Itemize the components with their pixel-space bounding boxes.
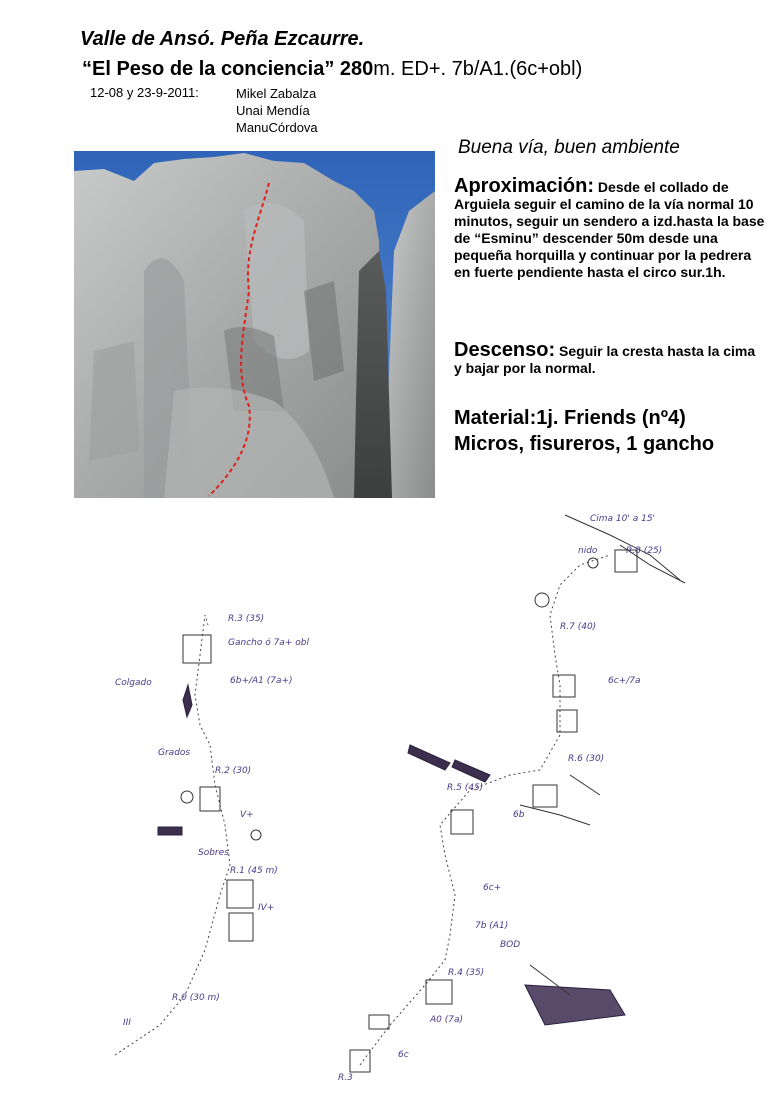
route-length: 280 (339, 58, 374, 80)
topo-grade-6c-7a: 6c+/7a (608, 676, 641, 686)
topo-grade-iii: III (123, 1018, 131, 1028)
route-title (82, 58, 582, 81)
material-line: Micros, fisureros, 1 gancho (454, 433, 715, 455)
topo-note-gancho: Gancho ó 7a+ obl (228, 638, 309, 648)
topo-label-r1: R.1 (45 m) (230, 866, 278, 876)
topo-grade-6b: 6b (513, 810, 525, 820)
topo-note-grados: Grados (158, 748, 191, 758)
topo-grade-6c-plus: 6c+ (483, 883, 502, 893)
topo-grade-v: V+ (240, 810, 254, 820)
topo-label-r8: R.8 (25) (626, 546, 663, 556)
topo-note-nido: nido (578, 546, 598, 556)
route-name: “El Peso de la conciencia” (82, 58, 335, 80)
topo-label-r0: R.0 (30 m) (172, 993, 220, 1003)
route-length-unit: m. (373, 58, 396, 80)
topo-label-r6: R.6 (30) (568, 754, 605, 764)
approach-heading: Aproximación: (454, 175, 595, 197)
topo-grade-7b: 7b (A1) (475, 921, 509, 931)
approach-text: Desde el collado de Arguiela seguir el camino de la vía normal 10 minutos, seguir un sendero a izd.hasta la base de “Esminu” descender 50m desde una pequeña horquilla y continuar por la pedrera en fuerte pendiente hasta el circo sur.1h. (454, 179, 765, 280)
approach-section (454, 175, 766, 281)
author-name: Unai Mendía (236, 103, 310, 118)
author-name: Mikel Zabalza (236, 86, 317, 101)
rock-face-photo (74, 151, 435, 498)
ascent-dates: 12-08 y 23-9-2011: (90, 85, 199, 100)
authors-list (236, 85, 318, 136)
topo-note-cima: Cima 10' a 15' (590, 514, 656, 524)
topo-note-colgado: Colgado (115, 678, 152, 688)
topo-label-r7: R.7 (40) (560, 622, 597, 632)
tagline: Buena vía, buen ambiente (458, 137, 680, 158)
topo-label-r2: R.2 (30) (215, 766, 252, 776)
material-line: Material:1j. Friends (nº4) (454, 407, 686, 429)
topo-note-bod: BOD (500, 940, 521, 950)
route-topo-sketch (90, 505, 777, 1095)
topo-grade-iv: IV+ (258, 903, 275, 913)
topo-label-r5: R.5 (45) (447, 783, 484, 793)
descent-section (454, 339, 766, 377)
topo-label-r4: R.4 (35) (448, 968, 485, 978)
descent-heading: Descenso: (454, 339, 556, 361)
author-name: ManuCórdova (236, 120, 318, 135)
topo-grade-a0: A0 (7a) (430, 1015, 464, 1025)
topo-grade-6b-a1: 6b+/A1 (7a+) (230, 676, 293, 686)
topo-label-r3: R.3 (35) (228, 614, 265, 624)
topo-note-sobres: Sobres (198, 848, 229, 858)
material-section (454, 405, 766, 457)
descent-text: Seguir la cresta hasta la cima y bajar por la normal. (454, 343, 756, 376)
location-title: Valle de Ansó. Peña Ezcaurre. (80, 28, 365, 50)
route-grade: ED+. 7b/A1.(6c+obl) (395, 58, 583, 80)
topo-label-r3-bottom: R.3 (338, 1073, 353, 1083)
topo-grade-6c: 6c (398, 1050, 409, 1060)
